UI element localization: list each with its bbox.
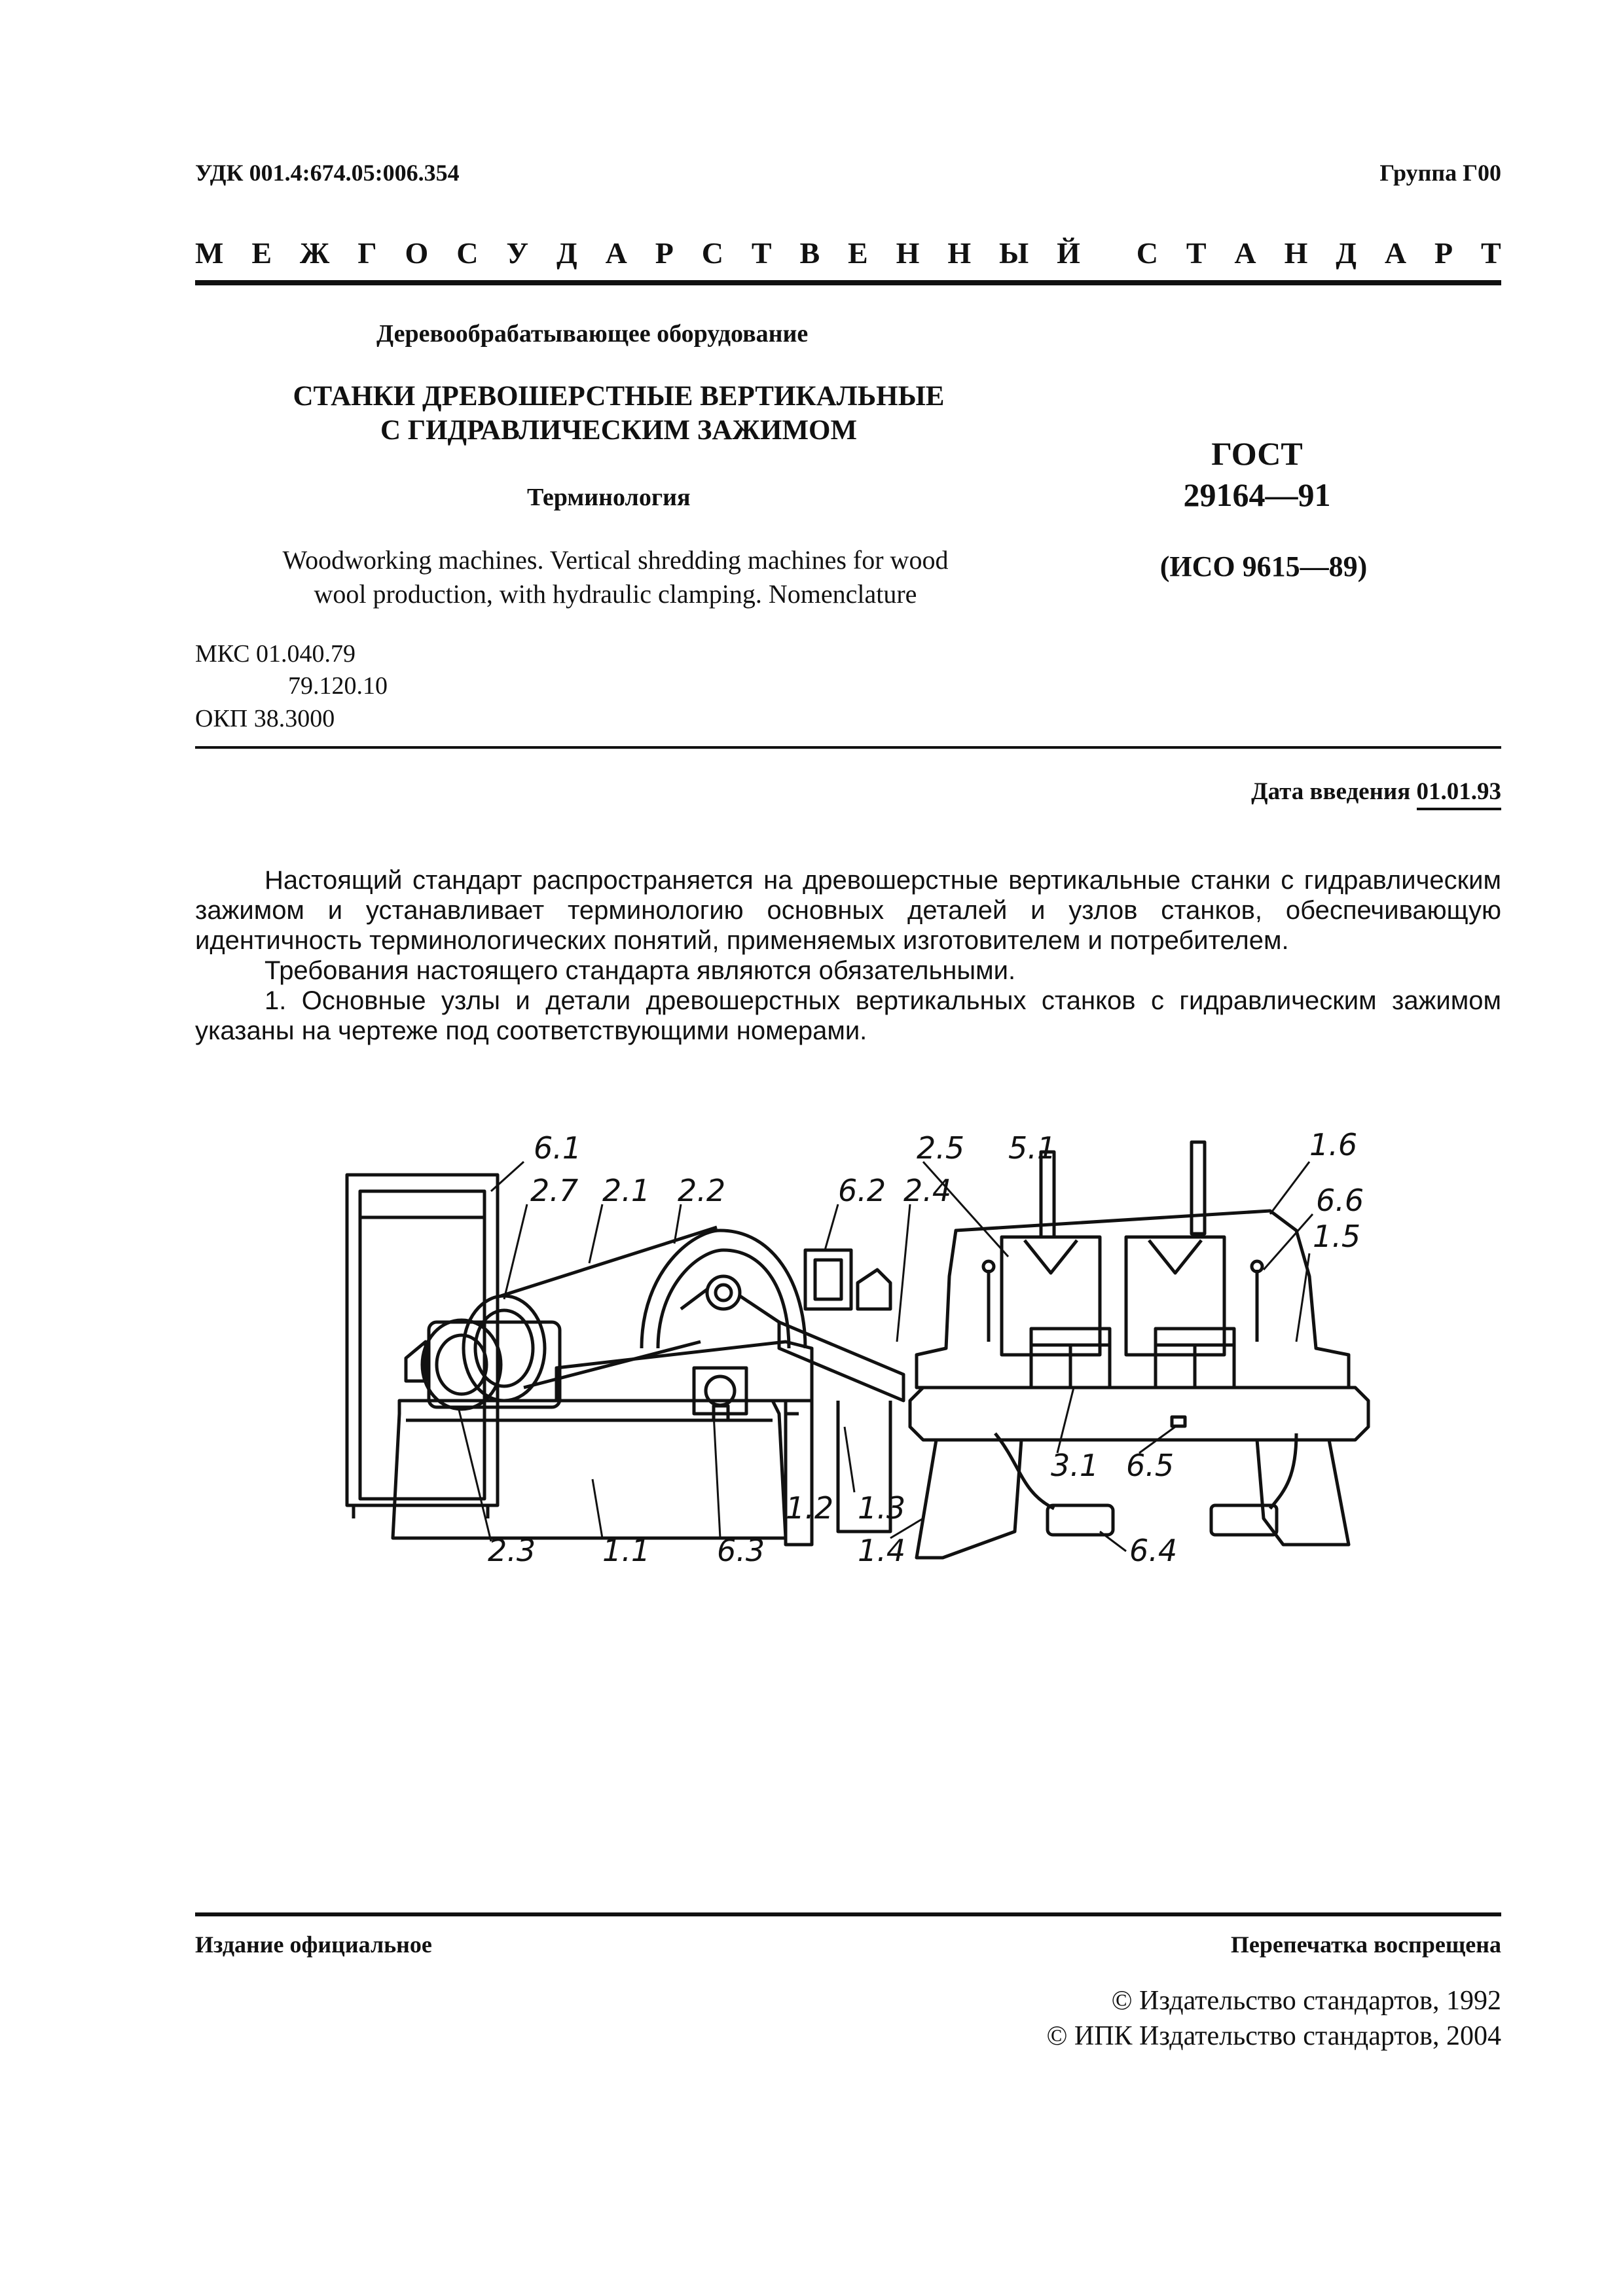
heading-letter: Н [947, 236, 972, 270]
copyright-2004: © ИПК Издательство стандартов, 2004 [1046, 2021, 1501, 2051]
reprint-notice: Перепечатка воспрещена [1230, 1931, 1501, 1958]
callout-6-3: 6.3 [717, 1533, 765, 1568]
callout-6-4: 6.4 [1129, 1533, 1178, 1568]
udk-code: УДК 001.4:674.05:006.354 [195, 160, 460, 186]
machine-drawing [327, 1126, 1375, 1584]
callout-2-5: 2.5 [917, 1130, 965, 1166]
heading-letter: У [506, 236, 529, 270]
heading-letter: С [1136, 236, 1158, 270]
okp-code: ОКП 38.3000 [195, 704, 335, 732]
callout-1-1: 1.1 [602, 1533, 651, 1568]
copyright-block [1046, 1983, 1501, 2054]
gearbox [556, 1342, 812, 1545]
callout-1-4: 1.4 [858, 1533, 906, 1568]
bottom-rule [195, 1912, 1501, 1916]
callout-6-2: 6.2 [838, 1173, 886, 1208]
gost-number: 29164—91 [1183, 476, 1331, 513]
heading-letter: Д [556, 236, 577, 270]
base-frame [393, 1401, 799, 1538]
group-code: Группа Г00 [1379, 160, 1501, 186]
classification-codes [195, 638, 388, 735]
heading-letter: Й [1057, 236, 1080, 270]
heading-letter: В [799, 236, 820, 270]
heading-letter: С [456, 236, 479, 270]
paragraph-item-1: 1. Основные узлы и детали древошерстных вертикальных станков с гидравлическим зажимом указаны на чертеже под соответствующими номерами. [195, 986, 1501, 1045]
heading-letter: Т [1480, 236, 1501, 270]
copyright-1992: © Издательство стандартов, 1992 [1111, 1986, 1501, 2016]
iso-reference: (ИСО 9615—89) [1159, 550, 1368, 583]
heading-letter: Н [1284, 236, 1308, 270]
callout-6-1: 6.1 [534, 1130, 582, 1166]
heading-letter: Ы [999, 236, 1029, 270]
gost-designation [1152, 433, 1362, 515]
heading-letter: А [1234, 236, 1256, 270]
callout-5-1: 5.1 [1008, 1130, 1057, 1166]
callout-1-3: 1.3 [858, 1490, 906, 1526]
english-title-line-2: wool production, with hydraulic clamping. Nomenclature [314, 579, 917, 609]
category-line: Деревообрабатывающее оборудование [376, 320, 809, 348]
introduction-date [1251, 778, 1501, 806]
heading-letter: Т [1186, 236, 1207, 270]
gost-label: ГОСТ [1211, 435, 1303, 472]
heading-letter: Р [1434, 236, 1453, 270]
english-title [255, 543, 976, 611]
heading-letter: А [1384, 236, 1407, 270]
heading-letter: Е [848, 236, 868, 270]
heading-letter: Ж [299, 236, 330, 270]
heading-letter: Д [1336, 236, 1357, 270]
mks-code-2: 79.120.10 [288, 672, 388, 700]
callout-1-5: 1.5 [1313, 1219, 1361, 1254]
document-subtitle: Терминология [527, 484, 691, 511]
heading-letter: О [405, 236, 429, 270]
body-text [195, 865, 1501, 1046]
heading-letter: Т [751, 236, 772, 270]
middle-rule [195, 746, 1501, 749]
callout-2-3: 2.3 [488, 1533, 536, 1568]
callout-2-1: 2.1 [602, 1173, 651, 1208]
interstate-standard-heading [195, 236, 1501, 270]
callout-2-2: 2.2 [678, 1173, 726, 1208]
heading-letter: Е [251, 236, 272, 270]
intro-date-value: 01.01.93 [1417, 778, 1502, 810]
heading-letter: Г [357, 236, 377, 270]
heading-letter: А [605, 236, 627, 270]
callout-1-6: 1.6 [1309, 1127, 1358, 1162]
callout-2-7: 2.7 [530, 1173, 579, 1208]
title-line-2: С ГИДРАВЛИЧЕСКИМ ЗАЖИМОМ [380, 415, 858, 446]
callout-6-5: 6.5 [1126, 1448, 1175, 1483]
title-line-1: СТАНКИ ДРЕВОШЕРСТНЫЕ ВЕРТИКАЛЬНЫЕ [293, 381, 945, 412]
paragraph-scope: Настоящий стандарт распространяется на древошерстные вертикальные станки с гидравлическим зажимом и устанавливает терминологию основных деталей и узлов станков, обеспечивающую идентичность терминологических понятий, применяемых изготовителем и потребителем. [195, 866, 1501, 955]
heading-letter: С [701, 236, 723, 270]
callout-2-4: 2.4 [903, 1173, 952, 1208]
top-rule [195, 280, 1501, 285]
heading-letter: Р [655, 236, 674, 270]
main-body [910, 1142, 1368, 1440]
callout-3-1: 3.1 [1051, 1448, 1099, 1483]
intro-date-label: Дата введения [1251, 778, 1411, 805]
english-title-line-1: Woodworking machines. Vertical shredding machines for wood [282, 545, 949, 575]
paragraph-mandatory: Требования настоящего стандарта являются обязательными. [264, 956, 1016, 985]
mks-code-1: МКС 01.040.79 [195, 640, 356, 668]
heading-letter: М [195, 236, 224, 270]
document-title [275, 380, 962, 448]
figure-callouts [458, 1127, 1364, 1568]
heading-letter: Н [896, 236, 920, 270]
callout-6-6: 6.6 [1316, 1183, 1364, 1218]
official-edition: Издание официальное [195, 1931, 432, 1958]
callout-1-2: 1.2 [786, 1490, 834, 1526]
